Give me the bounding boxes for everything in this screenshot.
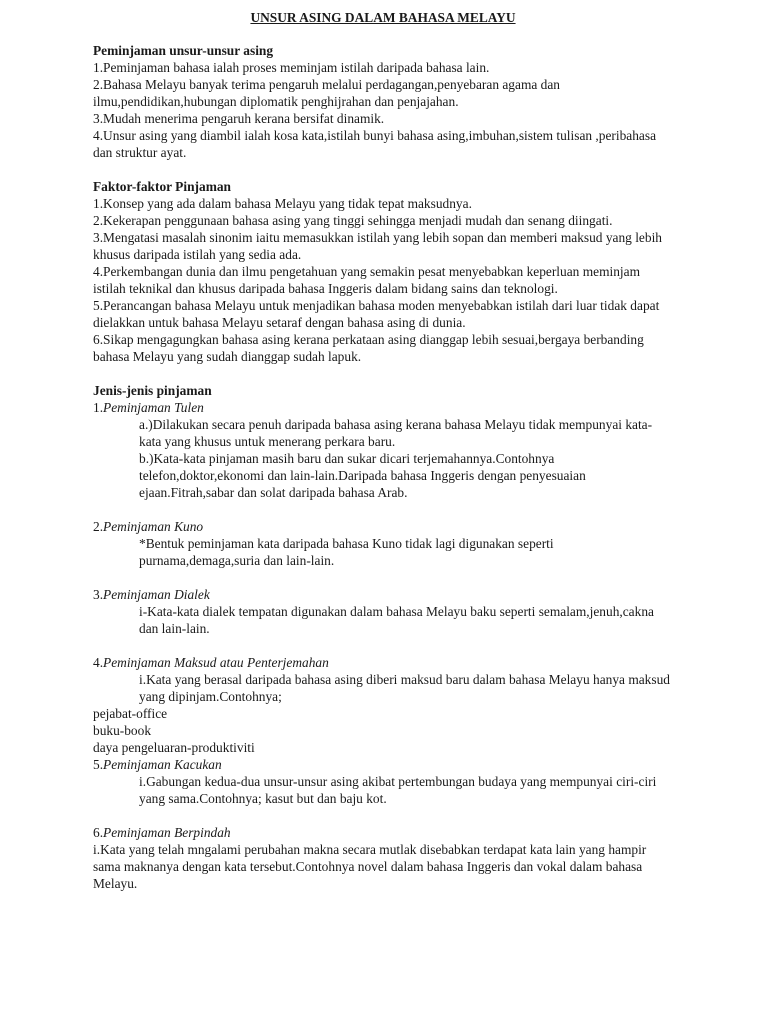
subsection-title-tulen bbox=[93, 399, 673, 416]
spacer bbox=[93, 161, 673, 178]
section-heading: Faktor-faktor Pinjaman bbox=[93, 179, 231, 194]
list-item: 5.Perancangan bahasa Melayu untuk menjadikan bahasa moden menyebabkan istilah dari luar tidak dapat dielakkan untuk bahasa Melayu setaraf dengan bahasa asing di dunia. bbox=[93, 298, 660, 330]
subsection-name: Peminjaman Dialek bbox=[103, 587, 210, 602]
section-jenis-pinjaman bbox=[93, 382, 673, 892]
subsection-title-maksud bbox=[93, 654, 673, 671]
subsection-title-berpindah bbox=[93, 824, 673, 841]
spacer bbox=[93, 637, 673, 654]
subsection-number: 3. bbox=[93, 587, 104, 602]
list-item: 1.Konsep yang ada dalam bahasa Melayu yang tidak tepat maksudnya. bbox=[93, 196, 472, 211]
document-title: UNSUR ASING DALAM BAHASA MELAYU bbox=[250, 10, 516, 25]
subsection-name: Peminjaman Maksud atau Penterjemahan bbox=[103, 655, 329, 670]
subsection-name: Peminjaman Kacukan bbox=[103, 757, 222, 772]
section-heading: Peminjaman unsur-unsur asing bbox=[93, 43, 274, 58]
subsection-text: i.Kata yang berasal daripada bahasa asing diberi maksud baru dalam bahasa Melayu hanya maksud yang dipinjam.Contohnya; bbox=[139, 672, 670, 704]
spacer bbox=[93, 807, 673, 824]
list-item: 3.Mengatasi masalah sinonim iaitu memasukkan istilah yang lebih sopan dan memberi maksud yang lebih khusus daripada istilah yang sedia ada. bbox=[93, 230, 662, 262]
list-item: 6.Sikap mengagungkan bahasa asing kerana perkataan asing dianggap lebih sesuai,bergaya berbanding bahasa Melayu yang sudah dianggap sudah lapuk. bbox=[93, 332, 644, 364]
subsection-number: 4. bbox=[93, 655, 104, 670]
section-heading: Jenis-jenis pinjaman bbox=[93, 383, 212, 398]
example-item: buku-book bbox=[93, 723, 152, 738]
list-item: 3.Mudah menerima pengaruh kerana bersifat dinamik. bbox=[93, 111, 385, 126]
subsection-number: 6. bbox=[93, 825, 104, 840]
subsection-title-kuno bbox=[93, 518, 673, 535]
list-item: 2.Bahasa Melayu banyak terima pengaruh melalui perdagangan,penyebaran agama dan ilmu,pendidikan,hubungan diplomatik penghijrahan dan penjajahan. bbox=[93, 77, 560, 109]
list-item: 4.Perkembangan dunia dan ilmu pengetahuan yang semakin pesat menyebabkan keperluan meminjam istilah teknikal dan khusus daripada bahasa Inggeris dalam bidang sains dan teknologi. bbox=[93, 264, 640, 296]
spacer bbox=[93, 365, 673, 382]
subsection-point-a: a.)Dilakukan secara penuh daripada bahasa asing kerana bahasa Melayu tidak mempunyai kata-kata yang khusus untuk menerang perkara baru. bbox=[139, 417, 653, 449]
spacer bbox=[93, 501, 673, 518]
example-item: pejabat-office bbox=[93, 706, 168, 721]
subsection-number: 1. bbox=[93, 400, 104, 415]
list-item: 4.Unsur asing yang diambil ialah kosa kata,istilah bunyi bahasa asing,imbuhan,sistem tulisan ,peribahasa dan struktur ayat. bbox=[93, 128, 657, 160]
subsection-name: Peminjaman Kuno bbox=[103, 519, 204, 534]
subsection-number: 2. bbox=[93, 519, 104, 534]
subsection-text: i-Kata-kata dialek tempatan digunakan dalam bahasa Melayu baku seperti semalam,jenuh,cakna dan lain-lain. bbox=[139, 604, 654, 636]
document-page bbox=[93, 9, 673, 892]
subsection-title-dialek bbox=[93, 586, 673, 603]
subsection-point-b: b.)Kata-kata pinjaman masih baru dan sukar dicari terjemahannya.Contohnya telefon,doktor,ekonomi dan lain-lain.Daripada bahasa Inggeris dengan penyesuaian ejaan.Fitrah,sabar dan solat daripada bahasa Arab. bbox=[139, 451, 586, 500]
section-peminjaman-unsur-asing bbox=[93, 42, 673, 161]
subsection-title-kacukan bbox=[93, 756, 673, 773]
list-item: 2.Kekerapan penggunaan bahasa asing yang tinggi sehingga menjadi mudah dan senang diingati. bbox=[93, 213, 613, 228]
example-item: daya pengeluaran-produktiviti bbox=[93, 740, 255, 755]
subsection-text: *Bentuk peminjaman kata daripada bahasa Kuno tidak lagi digunakan seperti purnama,demaga,suria dan lain-lain. bbox=[139, 536, 554, 568]
subsection-number: 5. bbox=[93, 757, 104, 772]
subsection-text: i.Gabungan kedua-dua unsur-unsur asing akibat pertembungan budaya yang mempunyai ciri-ciri yang sama.Contohnya; kasut but dan baju kot. bbox=[139, 774, 657, 806]
spacer bbox=[93, 569, 673, 586]
subsection-name: Peminjaman Tulen bbox=[103, 400, 204, 415]
list-item: 1.Peminjaman bahasa ialah proses meminjam istilah daripada bahasa lain. bbox=[93, 60, 490, 75]
subsection-name: Peminjaman Berpindah bbox=[103, 825, 231, 840]
section-faktor-pinjaman bbox=[93, 178, 673, 365]
subsection-text: i.Kata yang telah mngalami perubahan makna secara mutlak disebabkan terdapat kata lain yang hampir sama maknanya dengan kata tersebut.Contohnya novel dalam bahasa Inggeris dan vokal dalam bahasa Melayu. bbox=[93, 842, 647, 891]
